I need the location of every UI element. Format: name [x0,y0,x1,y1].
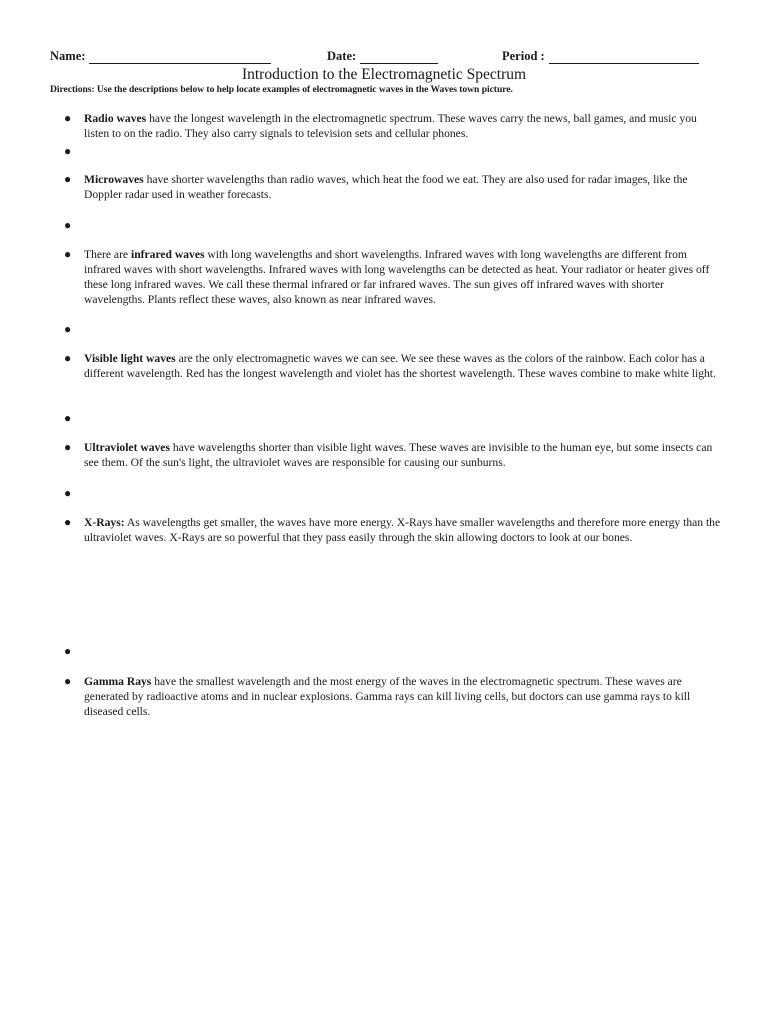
list-item-radio-waves: Radio waves have the longest wavelength in the electromagnetic spectrum. These waves carry the news, ball games, and music you listen to on the radio. They also carry signals to television sets and cellular phones. [84,112,697,140]
date-blank[interactable] [360,51,438,64]
empty-bullet-answer: ● [64,144,72,158]
bullet-marker: ● [64,674,72,688]
worksheet-header [50,49,720,65]
term-x-rays: X-Rays: [84,516,125,529]
term-visible-light-waves: Visible light waves [84,352,176,365]
list-item-microwaves: Microwaves have shorter wavelengths than radio waves, which heat the food we eat. They are also used for radar images, like the Doppler radar used in weather forecasts. [84,173,688,201]
empty-bullet-answer: ● [64,218,72,232]
bullet-marker: ● [64,351,72,365]
period-field[interactable] [502,49,699,64]
empty-bullet-answer: ● [64,411,72,425]
bullet-marker: ● [64,515,72,529]
date-field[interactable] [327,49,438,64]
empty-bullet-answer: ● [64,322,72,336]
bullet-marker: ● [64,440,72,454]
list-item-infrared-waves: There are infrared waves with long wavelengths and short wavelengths. Infrared waves with long wavelengths are different from infrared waves with short wavelengths. Infrared waves with long wavelengths can be detected as heat. Your radiator or heater gives off these long infrared waves. We call these thermal infrared or far infrared waves. The sun gives off infrared waves with shorter wavelengths. Plants reflect these waves, also known as near infrared waves. [84,248,710,306]
term-gamma-rays: Gamma Rays [84,675,152,688]
list-item-gamma-rays: Gamma Rays have the smallest wavelength and the most energy of the waves in the electromagnetic spectrum. These waves are generated by radioactive atoms and in nuclear explosions. Gamma rays can kill living cells, but doctors can use gamma rays to kill diseased cells. [84,675,691,718]
period-label: Period : [502,49,545,63]
empty-bullet-answer: ● [64,486,72,500]
name-label: Name: [50,49,86,63]
list-item-x-rays: X-Rays: As wavelengths get smaller, the waves have more energy. X-Rays have smaller wavelengths and therefore more energy than the ultraviolet waves. X-Rays are so powerful that they pass easily through the skin allowing doctors to look at our bones. [84,516,721,544]
bullet-marker: ● [64,247,72,261]
empty-bullet-answer: ● [64,644,72,658]
bullet-marker: ● [64,172,72,186]
list-item-visible-light-waves: Visible light waves are the only electromagnetic waves we can see. We see these waves as the colors of the rainbow. Each color has a different wavelength. Red has the longest wavelength and violet has the shortest wavelength. These waves combine to make white light. [84,352,716,380]
date-label: Date: [327,49,357,63]
term-infrared-waves: infrared waves [130,248,205,261]
term-radio-waves: Radio waves [84,112,147,125]
period-blank[interactable] [549,51,699,64]
name-field[interactable] [50,49,271,64]
bullet-marker: ● [64,111,72,125]
directions-text: Directions: Use the descriptions below to help locate examples of electromagnetic waves in the Waves town picture. [50,84,513,95]
term-ultraviolet-waves: Ultraviolet waves [84,441,170,454]
list-item-ultraviolet-waves: Ultraviolet waves have wavelengths shorter than visible light waves. These waves are invisible to the human eye, but some insects can see them. Of the sun's light, the ultraviolet waves are responsible for causing our sunburns. [84,441,713,469]
term-microwaves: Microwaves [84,173,144,186]
page-title: Introduction to the Electromagnetic Spectrum [241,66,527,83]
name-blank[interactable] [89,51,271,64]
